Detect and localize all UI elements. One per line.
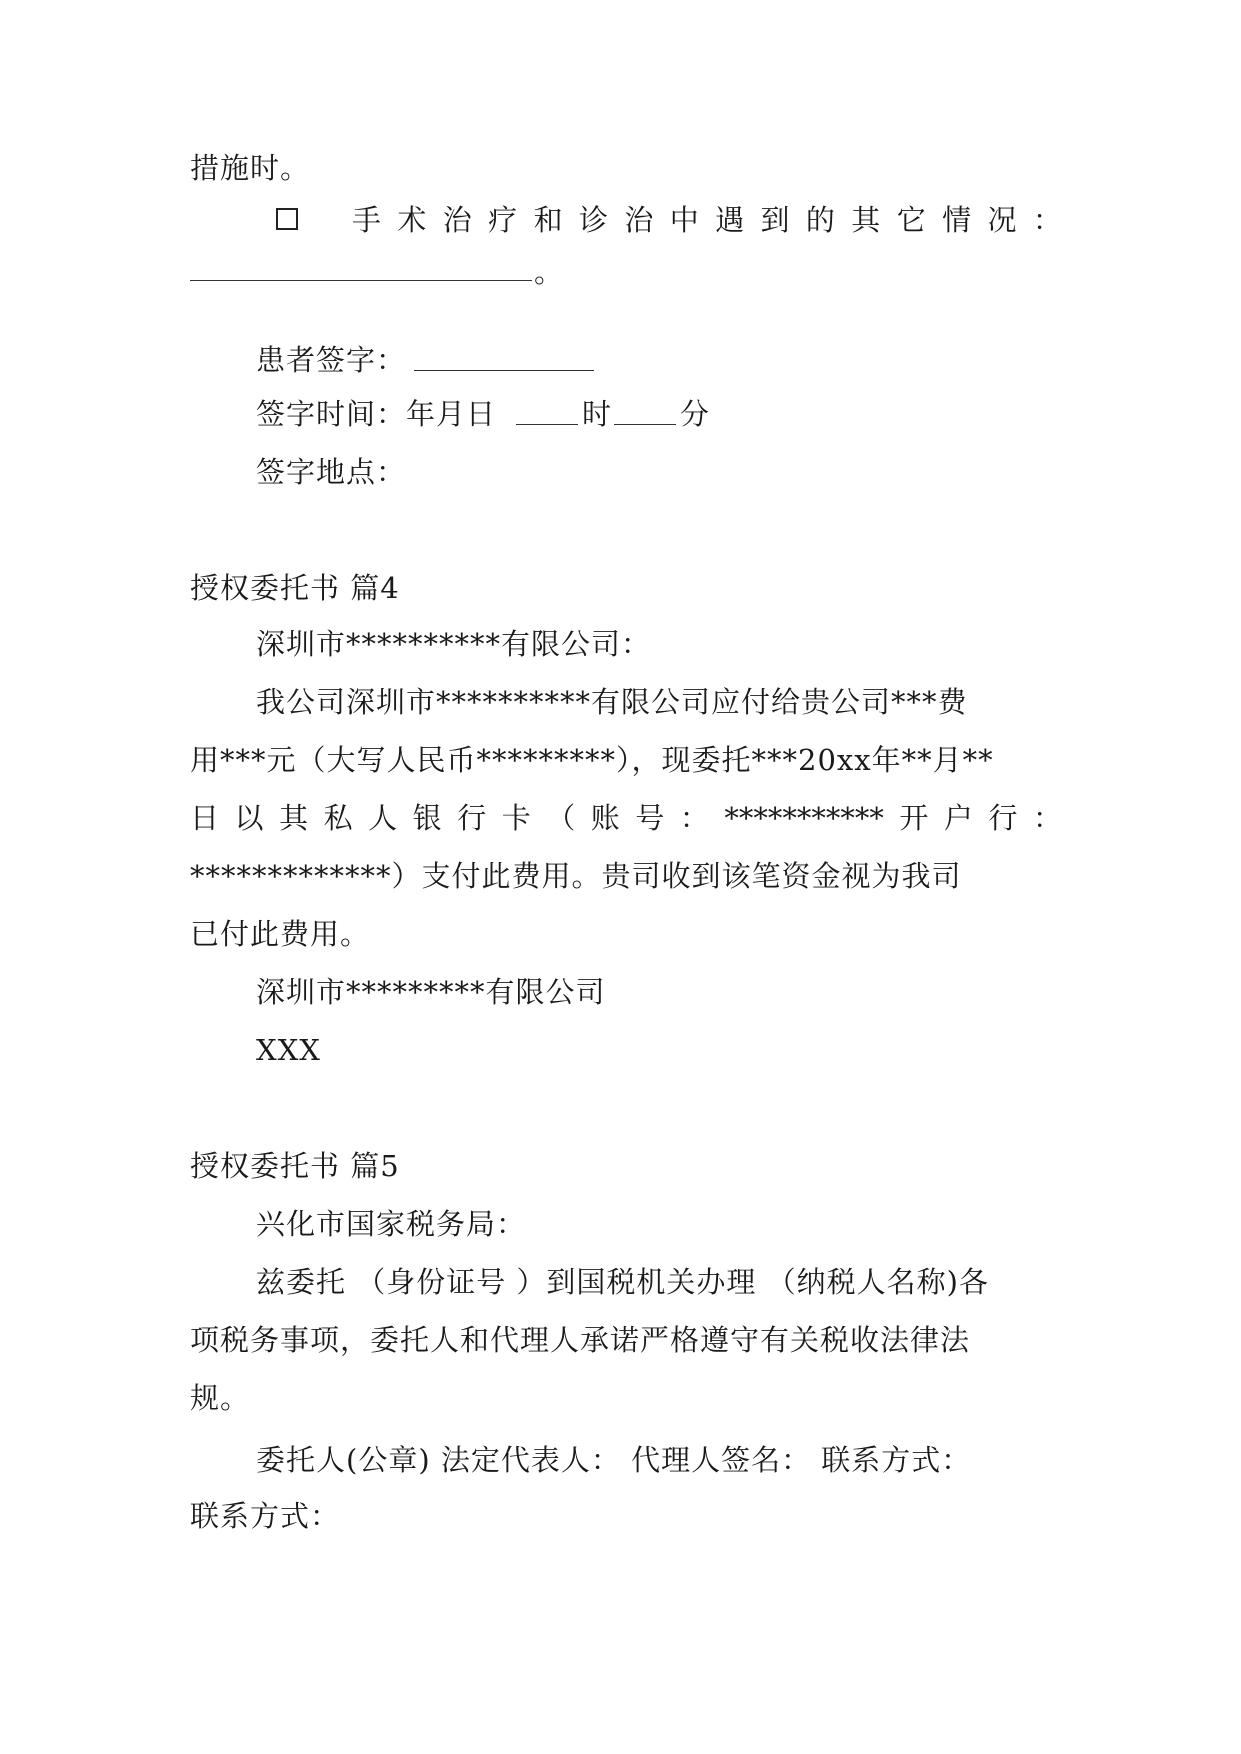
section4-para-char: 行	[988, 801, 1018, 835]
section4-addressee: 深圳市**********有限公司：	[256, 627, 652, 661]
section4-para-char: 行	[457, 801, 487, 835]
section4-signer: XXX	[256, 1033, 321, 1067]
section4-para-char: ***********	[724, 801, 884, 835]
checkbox[interactable]	[276, 200, 298, 240]
section4-para-char: 户	[943, 801, 973, 835]
sign-time-hour-label: 时	[582, 397, 613, 431]
section4-para-char: 日	[190, 801, 220, 835]
section4-company: 深圳市*********有限公司	[256, 975, 606, 1009]
blank-end-punct: 。	[534, 255, 565, 289]
checkbox-item-char: 遇	[715, 203, 745, 237]
checkbox-item-char: 治	[624, 203, 654, 237]
blank-fill-line[interactable]	[190, 280, 532, 281]
section5-contact: 联系方式：	[190, 1499, 341, 1533]
section4-para-char: 以	[234, 801, 264, 835]
sign-place-label: 签字地点：	[256, 455, 407, 489]
section4-para-char: 号	[635, 801, 665, 835]
checkbox-item-char: 中	[669, 203, 699, 237]
section5-sign-line: 委托人(公章) 法定代表人： 代理人签名： 联系方式：	[256, 1443, 972, 1477]
checkbox-item-char: 到	[760, 203, 790, 237]
checkbox-item-char: 情	[942, 203, 972, 237]
section4-para-char: 银	[412, 801, 442, 835]
sign-time-hour-blank[interactable]	[516, 424, 578, 425]
section4-para-line: 已付此费用。	[190, 917, 371, 951]
section4-para-char: 账	[590, 801, 620, 835]
checkbox-item-char: 它	[896, 203, 926, 237]
checkbox-item-char: 术	[397, 203, 427, 237]
sign-time-min-label: 分	[680, 397, 711, 431]
checkbox-item-char: 的	[805, 203, 835, 237]
section4-para-char: ：	[679, 801, 709, 835]
section4-para-line: 用***元（大写人民币*********），现委托***20xx年**月**	[190, 743, 994, 777]
section4-para-char: 人	[368, 801, 398, 835]
section4-para-char: （	[546, 801, 576, 835]
section4-para-char: 开	[899, 801, 929, 835]
continuation-text: 措施时。	[190, 151, 311, 185]
section4-para-line: 我公司深圳市**********有限公司应付给贵公司***费	[256, 685, 968, 719]
section5-addressee: 兴化市国家税务局：	[256, 1207, 527, 1241]
checkbox-item-char: ：	[1032, 203, 1062, 237]
sign-time-label: 签字时间：年月日	[256, 397, 497, 431]
checkbox-item-char: 其	[851, 203, 881, 237]
checkbox-item-label	[352, 200, 1062, 240]
checkbox-item-char: 和	[533, 203, 563, 237]
checkbox-item-char: 况	[987, 203, 1017, 237]
checkbox-item-row	[276, 200, 1062, 240]
section4-para-line: *************）支付此费用。贵司收到该笔资金视为我司	[190, 859, 962, 893]
section5-para-line: 项税务事项，委托人和代理人承诺严格遵守有关税收法律法	[190, 1323, 971, 1357]
section5-para-line: 规。	[190, 1381, 251, 1415]
section5-heading: 授权委托书 篇5	[190, 1149, 400, 1183]
checkbox-item-char: 治	[442, 203, 472, 237]
section4-heading: 授权委托书 篇4	[190, 571, 400, 605]
patient-sign-blank[interactable]	[414, 370, 594, 371]
patient-sign-label: 患者签字：	[256, 343, 407, 377]
checkbox-item-char: 诊	[578, 203, 608, 237]
sign-time-min-blank[interactable]	[614, 424, 676, 425]
checkbox-item-char: 疗	[488, 203, 518, 237]
section4-para-line-justified	[190, 798, 1062, 838]
section4-para-char: 其	[279, 801, 309, 835]
checkbox-item-char: 手	[352, 203, 382, 237]
section4-para-char: ：	[1032, 801, 1062, 835]
section5-para-line: 兹委托 （身份证号 ）到国税机关办理 （纳税人名称)各	[256, 1265, 989, 1299]
section4-para-char: 卡	[501, 801, 531, 835]
section4-para-char: 私	[323, 801, 353, 835]
